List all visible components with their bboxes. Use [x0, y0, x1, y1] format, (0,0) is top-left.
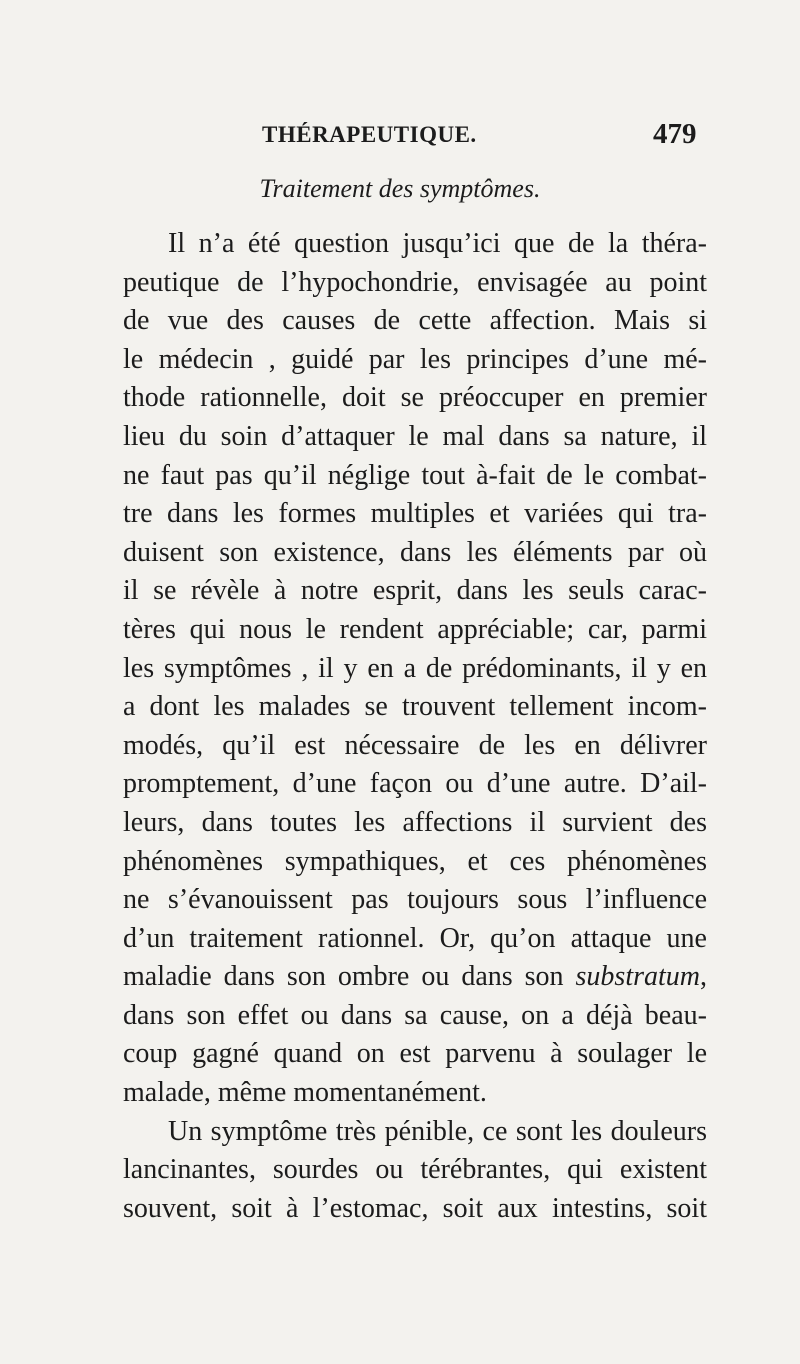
- text-line: Il n’a été question jusqu’ici que de la théra-: [168, 228, 707, 259]
- text-line: lancinantes, sourdes ou térébrantes, qui existent: [123, 1154, 707, 1186]
- text-line: les symptômes , il y en a de prédominants, il y en: [123, 652, 707, 684]
- body-text: [123, 225, 707, 1228]
- running-head-title: THÉRAPEUTIQUE.: [262, 122, 477, 147]
- text-line: malade, même momentanément.: [123, 1077, 487, 1109]
- text-segment: ,: [700, 961, 707, 993]
- text-line: phénomènes sympathiques, et ces phénomènes: [123, 845, 707, 877]
- text-line: ne faut pas qu’il néglige tout à-fait de le combat-: [123, 459, 707, 491]
- text-line: promptement, d’une façon ou d’une autre. D’ail-: [123, 768, 707, 800]
- text-line: modés, qu’il est nécessaire de les en délivrer: [123, 729, 707, 761]
- text-line: Un symptôme très pénible, ce sont les douleurs: [168, 1115, 707, 1147]
- text-line-substratum: [123, 958, 707, 997]
- text-line: le médecin , guidé par les principes d’une mé-: [123, 343, 707, 375]
- text-line: thode rationnelle, doit se préoccuper en premier: [123, 382, 707, 414]
- page-number: 479: [653, 118, 697, 150]
- text-line: duisent son existence, dans les éléments par où: [123, 536, 707, 568]
- text-line: lieu du soin d’attaquer le mal dans sa nature, il: [123, 420, 707, 452]
- italic-emphasis: substratum: [575, 961, 700, 993]
- text-segment: maladie dans son ombre ou dans son: [123, 961, 576, 993]
- text-line: peutique de l’hypochondrie, envisagée au point: [123, 266, 707, 298]
- text-line: il se révèle à notre esprit, dans les seuls carac-: [123, 575, 707, 607]
- text-line: tre dans les formes multiples et variées qui tra-: [123, 498, 707, 530]
- text-line: ne s’évanouissent pas toujours sous l’influence: [123, 884, 707, 916]
- text-line: souvent, soit à l’estomac, soit aux intestins, soit: [123, 1192, 707, 1224]
- text-line: leurs, dans toutes les affections il survient des: [123, 806, 707, 838]
- text-line: tères qui nous le rendent appréciable; car, parmi: [123, 613, 707, 645]
- running-head: [0, 118, 800, 158]
- text-line: d’un traitement rationnel. Or, qu’on attaque une: [123, 922, 707, 954]
- text-line: a dont les malades se trouvent tellement incom-: [123, 691, 707, 723]
- section-title: Traitement des symptômes.: [259, 174, 541, 203]
- text-line: coup gagné quand on est parvenu à soulager le: [123, 1038, 707, 1070]
- text-line: dans son effet ou dans sa cause, on a déjà beau-: [123, 999, 707, 1031]
- text-line: de vue des causes de cette affection. Mais si: [123, 305, 707, 337]
